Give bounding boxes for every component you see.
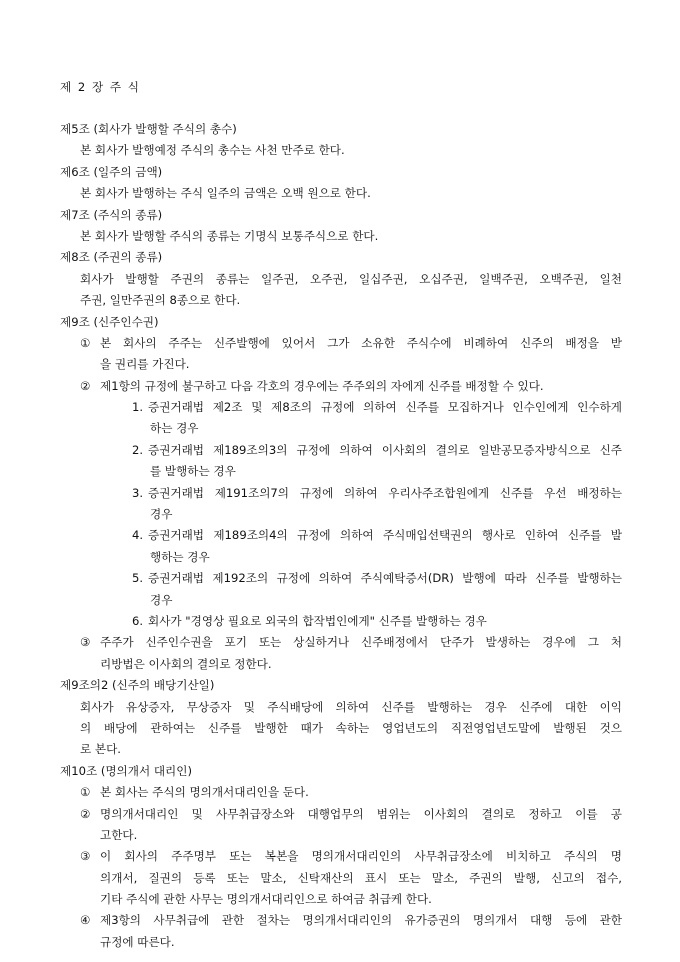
clause-continuation: 고한다. [100, 827, 138, 842]
article-title: 제6조 (일주의 금액) [60, 164, 163, 179]
sub-item-continuation: 경우 [150, 507, 173, 522]
article [60, 205, 622, 248]
article-title: 제5조 (회사가 발행할 주식의 총수) [60, 122, 237, 136]
clause-item [60, 846, 622, 867]
clause-continuation: 을 권리를 가진다. [100, 357, 190, 372]
chapter-heading: 제 2 장 주 식 [60, 80, 139, 94]
clause-text: 이 회사의 주주명부 또는 복본을 명의개서대리인의 사무취급장소에 비치하고 주식의 명 [100, 849, 622, 864]
article-title: 제9조 (신주인수권) [60, 314, 159, 329]
article-body-line: 본 회사가 발행예정 주식의 총수는 사천 만주로 한다. [80, 143, 345, 158]
clause-text: 본 회사의 주주는 신주발행에 있어서 그가 소유한 주식수에 비례하여 신주의 배정을 받 [100, 335, 622, 350]
article-body-line: 회사가 유상증자, 무상증자 및 주식배당에 의하여 신주를 발행하는 경우 신주에 대한 이익 [80, 699, 622, 714]
clause-item [60, 376, 622, 397]
clause-text: 주주가 신주인수권을 포기 또는 상실하거나 신주배정에서 단주가 발생하는 경우에 그 처 [100, 635, 622, 650]
clause-item [60, 333, 622, 354]
sub-item [60, 568, 622, 589]
sub-item [60, 483, 622, 504]
article-body-line: 본 회사가 발행하는 주식 일주의 금액은 오백 원으로 한다. [80, 186, 371, 201]
sub-item-continuation: 경우 [150, 592, 173, 607]
article-body-line: 주권, 일만주권의 8종으로 한다. [80, 293, 241, 308]
sub-item-text: 증권거래법 제189조의4의 규정에 의하여 주식매입선택권의 행사로 인하여 신주를 발 [148, 528, 622, 543]
article [60, 675, 622, 761]
clause-item [60, 782, 622, 803]
article-title: 제7조 (주식의 종류) [60, 207, 163, 222]
sub-item-text: 증권거래법 제2조 및 제8조의 규정에 의하여 신주를 모집하거나 인수인에게 인수하게 [148, 400, 622, 415]
clause-text: 본 회사는 주식의 명의개서대리인을 둔다. [100, 785, 309, 800]
sub-item-marker: 1. [132, 400, 144, 415]
article [60, 761, 622, 954]
article [60, 247, 622, 311]
clause-marker: ③ [80, 635, 91, 650]
sub-item-text: 증권거래법 제192조의 규정에 의하여 주식예탁증서(DR) 발행에 따라 신주를 발행하는 [148, 571, 622, 586]
sub-item [60, 397, 622, 418]
article-body-line: 의 배당에 관하여는 신주를 발행한 때가 속하는 영업년도의 직전영업년도말에 발행된 것으 [80, 720, 622, 735]
clause-marker: ③ [80, 849, 91, 864]
sub-item-continuation: 를 발행하는 경우 [150, 464, 236, 479]
article [60, 119, 622, 162]
clause-item [60, 632, 622, 653]
sub-item-marker: 5. [132, 571, 144, 586]
sub-item-marker: 6. [132, 613, 144, 628]
clause-marker: ② [80, 806, 91, 821]
clause-text: 제3항의 사무취급에 관한 절차는 명의개서대리인의 유가증권의 명의개서 대행 등에 관한 [100, 913, 622, 928]
sub-item-continuation: 행하는 경우 [150, 549, 210, 564]
sub-item-continuation: 하는 경우 [150, 421, 199, 436]
clause-text: 명의개서대리인 및 사무취급장소와 대행업무의 범위는 이사회의 결의로 정하고 이를 공 [100, 806, 622, 821]
clause-continuation: 규정에 따른다. [100, 934, 175, 949]
clause-text: 제1항의 규정에 불구하고 다음 각호의 경우에는 주주외의 자에게 신주를 배정할 수 있다. [100, 378, 544, 393]
sub-item [60, 440, 622, 461]
sub-item-text: 증권거래법 제189조의3의 규정에 의하여 이사회의 결의로 일반공모증자방식으로 신주 [148, 442, 622, 457]
article [60, 312, 622, 676]
sub-item-text: 회사가 "경영상 필요로 외국의 합작법인에게" 신주를 발행하는 경우 [148, 613, 487, 628]
article-title: 제10조 (명의개서 대리인) [60, 763, 192, 778]
article [60, 162, 622, 205]
clause-marker: ① [80, 335, 91, 350]
sub-item-marker: 2. [132, 442, 144, 457]
clause-marker: ① [80, 785, 91, 800]
clause-marker: ② [80, 378, 91, 393]
sub-item [60, 611, 622, 632]
clause-item [60, 804, 622, 825]
sub-item-marker: 3. [132, 485, 144, 500]
article-title: 제9조의2 (신주의 배당기산일) [60, 678, 215, 693]
sub-item-marker: 4. [132, 528, 144, 543]
clause-continuation: 의개서, 질권의 등록 또는 말소, 신탁재산의 표시 또는 말소, 주권의 발행, 신고의 접수, [100, 870, 622, 885]
clause-continuation: 기타 주식에 관한 사무는 명의개서대리인으로 하여금 취급케 한다. [100, 892, 432, 907]
article-body-line: 본 회사가 발행할 주식의 종류는 기명식 보통주식으로 한다. [80, 228, 379, 243]
article-title: 제8조 (주권의 종류) [60, 250, 163, 265]
sub-item-text: 증권거래법 제191조의7의 규정에 의하여 우리사주조합원에게 신주를 우선 배정하는 [148, 485, 622, 500]
sub-item [60, 525, 622, 546]
clause-item [60, 910, 622, 931]
clause-continuation: 리방법은 이사회의 결의로 정한다. [100, 656, 272, 671]
articles-container [60, 119, 622, 953]
article-body-line: 회사가 발행할 주권의 종류는 일주권, 오주권, 일십주권, 오십주권, 일백주권, 오백주권, 일천 [80, 271, 622, 286]
clause-marker: ④ [80, 913, 91, 928]
article-body-line: 로 본다. [80, 742, 121, 757]
